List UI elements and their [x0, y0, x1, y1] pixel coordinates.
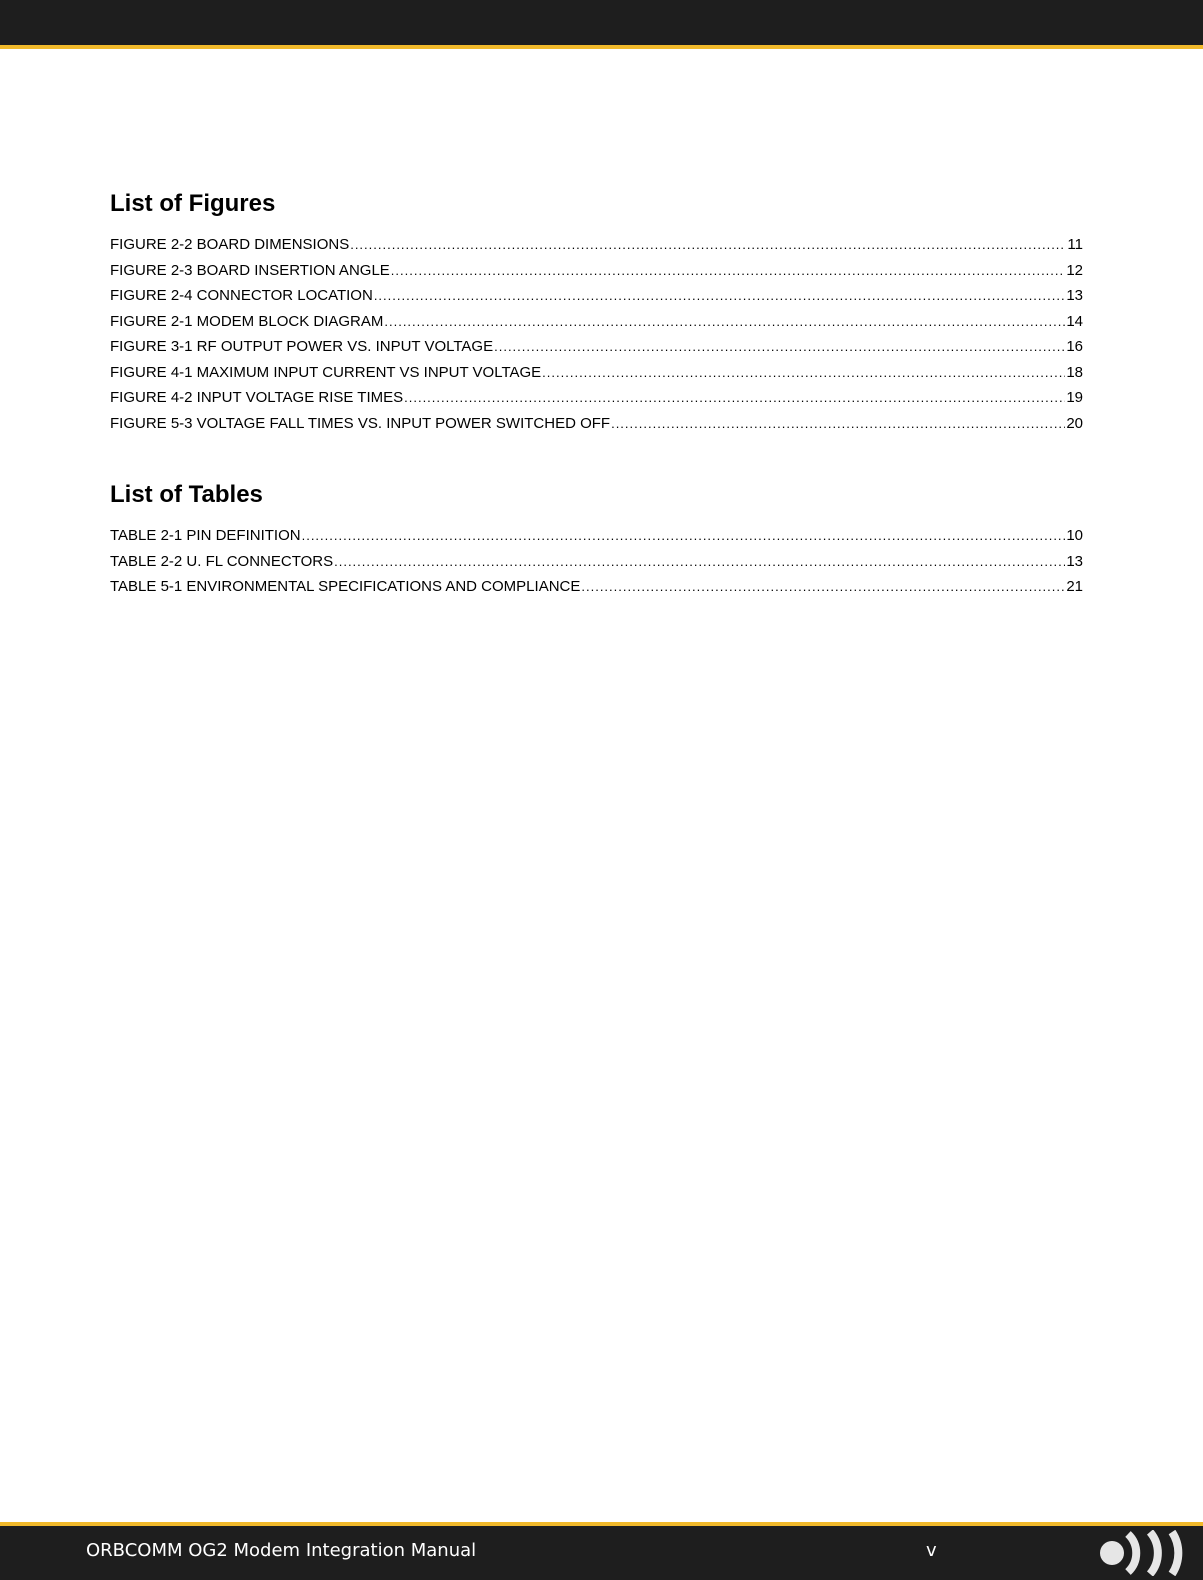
toc-entry-figure[interactable] [110, 338, 1083, 364]
toc-entry-label: TABLE 5-1 ENVIRONMENTAL SPECIFICATIONS AND COMPLIANCE [110, 578, 581, 595]
toc-entry-figure[interactable] [110, 415, 1083, 441]
figures-list [110, 236, 1083, 440]
toc-leader-dots [391, 262, 1066, 279]
footer-page-number: v [926, 1540, 937, 1561]
toc-entry-figure[interactable] [110, 313, 1083, 339]
toc-entry-figure[interactable] [110, 262, 1083, 288]
toc-entry-page: 18 [1066, 363, 1083, 381]
footer-document-title: ORBCOMM OG2 Modem Integration Manual [86, 1540, 477, 1561]
toc-leader-dots [302, 527, 1066, 544]
toc-entry-page: 21 [1066, 578, 1083, 595]
toc-entry-page: 13 [1066, 287, 1083, 304]
toc-entry-figure[interactable] [110, 236, 1083, 262]
toc-entry-page: 14 [1066, 312, 1083, 330]
toc-entry-label: FIGURE 2-1 MODEM BLOCK DIAGRAM [110, 312, 384, 330]
tables-list [110, 527, 1083, 604]
toc-leader-dots [404, 389, 1065, 406]
toc-entry-page: 11 [1067, 236, 1083, 253]
toc-entry-table[interactable] [110, 527, 1083, 553]
toc-leader-dots [350, 236, 1066, 253]
toc-leader-dots [334, 553, 1065, 570]
toc-entry-figure[interactable] [110, 389, 1083, 415]
toc-entry-figure[interactable] [110, 287, 1083, 313]
toc-entry-label: FIGURE 4-1 MAXIMUM INPUT CURRENT VS INPUT VOLTAGE [110, 363, 542, 381]
header-bar [0, 0, 1203, 49]
toc-leader-dots [494, 338, 1065, 355]
toc-entry-page: 19 [1066, 389, 1083, 406]
toc-leader-dots [611, 415, 1065, 432]
orbcomm-logo-icon [1098, 1530, 1188, 1576]
toc-entry-label: FIGURE 2-3 BOARD INSERTION ANGLE [110, 261, 390, 279]
toc-leader-dots [374, 287, 1066, 304]
toc-leader-dots [384, 313, 1065, 330]
footer-bar [0, 1522, 1203, 1580]
toc-entry-label: FIGURE 4-2 INPUT VOLTAGE RISE TIMES [110, 389, 404, 406]
toc-entry-label: FIGURE 3-1 RF OUTPUT POWER VS. INPUT VOLTAGE [110, 338, 494, 355]
list-of-tables-title: List of Tables [110, 481, 263, 508]
toc-leader-dots [542, 364, 1065, 381]
toc-entry-page: 16 [1066, 338, 1083, 355]
toc-entry-page: 13 [1066, 552, 1083, 570]
toc-entry-page: 10 [1066, 527, 1083, 544]
toc-entry-figure[interactable] [110, 364, 1083, 390]
toc-entry-page: 20 [1066, 414, 1083, 432]
toc-entry-label: FIGURE 2-4 CONNECTOR LOCATION [110, 287, 373, 304]
toc-entry-label: TABLE 2-1 PIN DEFINITION [110, 527, 301, 544]
toc-leader-dots [581, 578, 1065, 595]
toc-entry-label: FIGURE 5-3 VOLTAGE FALL TIMES VS. INPUT POWER SWITCHED OFF [110, 414, 611, 432]
toc-entry-label: TABLE 2-2 U. FL CONNECTORS [110, 552, 334, 570]
toc-entry-label: FIGURE 2-2 BOARD DIMENSIONS [110, 236, 350, 253]
toc-entry-page: 12 [1066, 261, 1083, 279]
toc-entry-table[interactable] [110, 578, 1083, 604]
toc-entry-table[interactable] [110, 553, 1083, 579]
list-of-figures-title: List of Figures [110, 190, 276, 217]
